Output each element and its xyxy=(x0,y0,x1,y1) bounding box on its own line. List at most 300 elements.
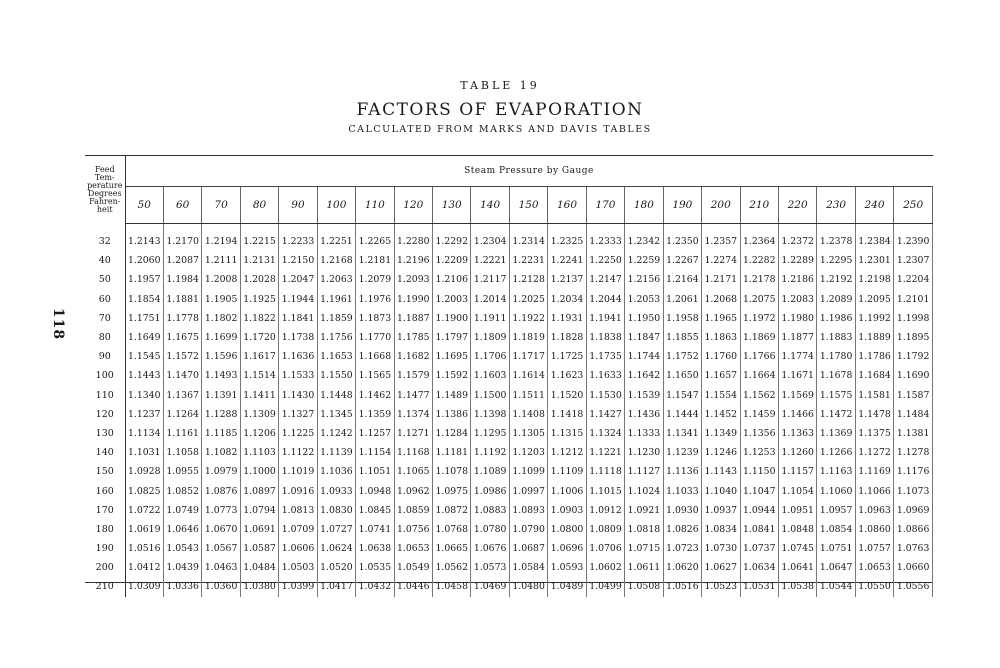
factor-cell: 1.2101 xyxy=(894,290,933,309)
factor-cell: 1.0556 xyxy=(894,577,933,596)
factor-cell: 1.1466 xyxy=(778,405,816,424)
factor-cell: 1.1699 xyxy=(202,328,240,347)
factor-cell: 1.1345 xyxy=(317,405,355,424)
factor-cell: 1.1819 xyxy=(509,328,547,347)
table-row xyxy=(85,539,933,558)
feed-temperature-cell: 200 xyxy=(85,558,125,577)
pressure-column-header: 240 xyxy=(855,187,893,224)
factor-cell: 1.2075 xyxy=(740,290,778,309)
factor-cell: 1.1751 xyxy=(125,309,163,328)
factor-cell: 1.1386 xyxy=(433,405,471,424)
factor-cell: 1.2384 xyxy=(855,224,893,252)
factor-cell: 1.1859 xyxy=(317,309,355,328)
factor-cell: 1.1650 xyxy=(663,366,701,385)
table-row xyxy=(85,309,933,328)
factor-cell: 1.2143 xyxy=(125,224,163,252)
pressure-column-header: 110 xyxy=(356,187,394,224)
feed-temperature-cell: 130 xyxy=(85,424,125,443)
factor-cell: 1.1462 xyxy=(356,386,394,405)
table-body xyxy=(85,224,933,597)
factor-cell: 1.1725 xyxy=(548,347,586,366)
pressure-column-header: 120 xyxy=(394,187,432,224)
factor-cell: 1.1309 xyxy=(240,405,278,424)
factor-cell: 1.1192 xyxy=(471,443,509,462)
factor-cell: 1.1883 xyxy=(817,328,855,347)
factor-cell: 1.1636 xyxy=(279,347,317,366)
factor-cell: 1.1774 xyxy=(778,347,816,366)
factor-cell: 1.2164 xyxy=(663,270,701,289)
factor-cell: 1.1554 xyxy=(702,386,740,405)
factor-cell: 1.1169 xyxy=(855,462,893,481)
factor-cell: 1.0944 xyxy=(740,501,778,520)
factor-cell: 1.1514 xyxy=(240,366,278,385)
factor-cell: 1.1047 xyxy=(740,481,778,500)
factor-cell: 1.0446 xyxy=(394,577,432,596)
factor-cell: 1.1398 xyxy=(471,405,509,424)
factor-cell: 1.0660 xyxy=(894,558,933,577)
page-number: 118 xyxy=(50,307,67,341)
factor-cell: 1.0854 xyxy=(817,520,855,539)
factor-cell: 1.1841 xyxy=(279,309,317,328)
factor-cell: 1.0516 xyxy=(125,539,163,558)
factor-cell: 1.1024 xyxy=(625,481,663,500)
factor-cell: 1.1855 xyxy=(663,328,701,347)
factor-cell: 1.2128 xyxy=(509,270,547,289)
table-number: TABLE 19 xyxy=(460,79,540,92)
factor-cell: 1.2250 xyxy=(586,251,624,270)
feed-temperature-cell: 190 xyxy=(85,539,125,558)
factor-cell: 1.1161 xyxy=(163,424,201,443)
factor-cell: 1.1349 xyxy=(702,424,740,443)
factor-cell: 1.1324 xyxy=(586,424,624,443)
factor-cell: 1.1127 xyxy=(625,462,663,481)
factor-cell: 1.1288 xyxy=(202,405,240,424)
factor-cell: 1.0432 xyxy=(356,577,394,596)
factor-cell: 1.0647 xyxy=(817,558,855,577)
feed-temperature-header: Feed Tem-perature Degrees Fahren-heit xyxy=(85,156,125,224)
factor-cell: 1.1579 xyxy=(394,366,432,385)
steam-pressure-group-header: Steam Pressure by Gauge xyxy=(125,156,933,187)
table-row xyxy=(85,520,933,539)
factor-cell: 1.0818 xyxy=(625,520,663,539)
table-row xyxy=(85,424,933,443)
factor-cell: 1.0928 xyxy=(125,462,163,481)
table-row xyxy=(85,347,933,366)
factor-cell: 1.1122 xyxy=(279,443,317,462)
factor-cell: 1.1185 xyxy=(202,424,240,443)
factor-cell: 1.1950 xyxy=(625,309,663,328)
factor-cell: 1.0611 xyxy=(625,558,663,577)
table-row xyxy=(85,462,933,481)
factor-cell: 1.1717 xyxy=(509,347,547,366)
factor-cell: 1.1972 xyxy=(740,309,778,328)
factor-cell: 1.2181 xyxy=(356,251,394,270)
factor-cell: 1.0567 xyxy=(202,539,240,558)
factor-cell: 1.0883 xyxy=(471,501,509,520)
factor-cell: 1.0587 xyxy=(240,539,278,558)
factor-cell: 1.2364 xyxy=(740,224,778,252)
factor-cell: 1.2060 xyxy=(125,251,163,270)
factor-cell: 1.0948 xyxy=(356,481,394,500)
pressure-column-header: 90 xyxy=(279,187,317,224)
pressure-column-header: 230 xyxy=(817,187,855,224)
table-row xyxy=(85,443,933,462)
factor-cell: 1.1869 xyxy=(740,328,778,347)
factor-cell: 1.2003 xyxy=(433,290,471,309)
factor-cell: 1.1444 xyxy=(663,405,701,424)
table-row xyxy=(85,290,933,309)
factor-cell: 1.1657 xyxy=(702,366,740,385)
factor-cell: 1.0903 xyxy=(548,501,586,520)
feed-temperature-cell: 210 xyxy=(85,577,125,596)
factor-cell: 1.1572 xyxy=(163,347,201,366)
factor-cell: 1.1678 xyxy=(817,366,855,385)
factor-cell: 1.2196 xyxy=(394,251,432,270)
pressure-column-header: 150 xyxy=(509,187,547,224)
table-row xyxy=(85,270,933,289)
factor-cell: 1.2204 xyxy=(894,270,933,289)
factor-cell: 1.1019 xyxy=(279,462,317,481)
factor-cell: 1.1562 xyxy=(740,386,778,405)
factor-cell: 1.1136 xyxy=(663,462,701,481)
factor-cell: 1.2028 xyxy=(240,270,278,289)
factor-cell: 1.0757 xyxy=(855,539,893,558)
factor-cell: 1.2292 xyxy=(433,224,471,252)
factor-cell: 1.1649 xyxy=(125,328,163,347)
factor-cell: 1.1118 xyxy=(586,462,624,481)
factor-cell: 1.0841 xyxy=(740,520,778,539)
pressure-column-header: 220 xyxy=(778,187,816,224)
factor-cell: 1.0543 xyxy=(163,539,201,558)
factor-cell: 1.2079 xyxy=(356,270,394,289)
factor-cell: 1.1822 xyxy=(240,309,278,328)
factor-cell: 1.0813 xyxy=(279,501,317,520)
factor-cell: 1.1327 xyxy=(279,405,317,424)
feed-temperature-cell: 90 xyxy=(85,347,125,366)
factor-cell: 1.2171 xyxy=(702,270,740,289)
factor-cell: 1.1408 xyxy=(509,405,547,424)
pressure-column-header: 70 xyxy=(202,187,240,224)
factor-cell: 1.2209 xyxy=(433,251,471,270)
factor-cell: 1.2194 xyxy=(202,224,240,252)
factor-cell: 1.1992 xyxy=(855,309,893,328)
factor-cell: 1.1000 xyxy=(240,462,278,481)
feed-temperature-cell: 40 xyxy=(85,251,125,270)
factor-cell: 1.0730 xyxy=(702,539,740,558)
factor-cell: 1.2198 xyxy=(855,270,893,289)
factor-cell: 1.0549 xyxy=(394,558,432,577)
factor-cell: 1.2221 xyxy=(471,251,509,270)
factor-cell: 1.2325 xyxy=(548,224,586,252)
factor-cell: 1.0516 xyxy=(663,577,701,596)
factor-cell: 1.1015 xyxy=(586,481,624,500)
factor-cell: 1.0520 xyxy=(317,558,355,577)
evaporation-factor-table xyxy=(85,156,933,597)
factor-cell: 1.1581 xyxy=(855,386,893,405)
factor-cell: 1.0469 xyxy=(471,577,509,596)
feed-temperature-cell: 70 xyxy=(85,309,125,328)
factor-cell: 1.2265 xyxy=(356,224,394,252)
factor-cell: 1.1359 xyxy=(356,405,394,424)
factor-cell: 1.0646 xyxy=(163,520,201,539)
feed-temperature-cell: 180 xyxy=(85,520,125,539)
factor-cell: 1.1459 xyxy=(740,405,778,424)
factor-cell: 1.1922 xyxy=(509,309,547,328)
factor-cell: 1.1051 xyxy=(356,462,394,481)
factor-cell: 1.1539 xyxy=(625,386,663,405)
factor-cell: 1.2186 xyxy=(778,270,816,289)
factor-cell: 1.1448 xyxy=(317,386,355,405)
factor-cell: 1.1925 xyxy=(240,290,278,309)
factor-cell: 1.0780 xyxy=(471,520,509,539)
factor-cell: 1.1134 xyxy=(125,424,163,443)
table-row xyxy=(85,577,933,596)
factor-cell: 1.1109 xyxy=(548,462,586,481)
factor-cell: 1.1958 xyxy=(663,309,701,328)
factor-cell: 1.0550 xyxy=(855,577,893,596)
factor-cell: 1.0458 xyxy=(433,577,471,596)
factor-cell: 1.0439 xyxy=(163,558,201,577)
factor-cell: 1.0921 xyxy=(625,501,663,520)
factor-cell: 1.2280 xyxy=(394,224,432,252)
factor-cell: 1.0665 xyxy=(433,539,471,558)
feed-temperature-cell: 170 xyxy=(85,501,125,520)
factor-cell: 1.1847 xyxy=(625,328,663,347)
factor-cell: 1.1266 xyxy=(817,443,855,462)
feed-temperature-cell: 100 xyxy=(85,366,125,385)
factor-cell: 1.0709 xyxy=(279,520,317,539)
factor-cell: 1.2044 xyxy=(586,290,624,309)
factor-cell: 1.1887 xyxy=(394,309,432,328)
factor-cell: 1.1575 xyxy=(817,386,855,405)
pressure-column-header: 160 xyxy=(548,187,586,224)
factor-cell: 1.0489 xyxy=(548,577,586,596)
factor-cell: 1.0741 xyxy=(356,520,394,539)
factor-cell: 1.0937 xyxy=(702,501,740,520)
factor-cell: 1.1237 xyxy=(125,405,163,424)
factor-cell: 1.1058 xyxy=(163,443,201,462)
factor-cell: 1.1284 xyxy=(433,424,471,443)
factor-cell: 1.1957 xyxy=(125,270,163,289)
evaporation-factor-table-container xyxy=(85,155,933,593)
factor-cell: 1.1036 xyxy=(317,462,355,481)
factor-cell: 1.1792 xyxy=(894,347,933,366)
factor-cell: 1.1040 xyxy=(702,481,740,500)
factor-cell: 1.2231 xyxy=(509,251,547,270)
factor-cell: 1.0963 xyxy=(855,501,893,520)
feed-temperature-cell: 50 xyxy=(85,270,125,289)
factor-cell: 1.2025 xyxy=(509,290,547,309)
table-row xyxy=(85,224,933,252)
factor-cell: 1.1905 xyxy=(202,290,240,309)
factor-cell: 1.0872 xyxy=(433,501,471,520)
factor-cell: 1.1980 xyxy=(778,309,816,328)
factor-cell: 1.1533 xyxy=(279,366,317,385)
factor-cell: 1.1260 xyxy=(778,443,816,462)
factor-cell: 1.2083 xyxy=(778,290,816,309)
factor-cell: 1.1333 xyxy=(625,424,663,443)
factor-cell: 1.1998 xyxy=(894,309,933,328)
factor-cell: 1.0834 xyxy=(702,520,740,539)
factor-cell: 1.1965 xyxy=(702,309,740,328)
factor-cell: 1.2117 xyxy=(471,270,509,289)
pressure-column-header: 130 xyxy=(433,187,471,224)
factor-cell: 1.0969 xyxy=(894,501,933,520)
factor-cell: 1.1493 xyxy=(202,366,240,385)
factor-cell: 1.0641 xyxy=(778,558,816,577)
factor-cell: 1.0463 xyxy=(202,558,240,577)
factor-cell: 1.1809 xyxy=(471,328,509,347)
factor-cell: 1.0933 xyxy=(317,481,355,500)
factor-cell: 1.2061 xyxy=(663,290,701,309)
factor-cell: 1.2333 xyxy=(586,224,624,252)
factor-cell: 1.1391 xyxy=(202,386,240,405)
factor-cell: 1.2047 xyxy=(279,270,317,289)
pressure-column-header: 60 xyxy=(163,187,201,224)
factor-cell: 1.1642 xyxy=(625,366,663,385)
table-subtitle: CALCULATED FROM MARKS AND DAVIS TABLES xyxy=(348,124,652,135)
factor-cell: 1.1603 xyxy=(471,366,509,385)
factor-cell: 1.2095 xyxy=(855,290,893,309)
factor-cell: 1.1443 xyxy=(125,366,163,385)
factor-cell: 1.2111 xyxy=(202,251,240,270)
factor-cell: 1.2014 xyxy=(471,290,509,309)
factor-cell: 1.0602 xyxy=(586,558,624,577)
factor-cell: 1.2215 xyxy=(240,224,278,252)
factor-cell: 1.2378 xyxy=(817,224,855,252)
factor-cell: 1.2350 xyxy=(663,224,701,252)
factor-cell: 1.1257 xyxy=(356,424,394,443)
factor-cell: 1.0638 xyxy=(356,539,394,558)
factor-cell: 1.1033 xyxy=(663,481,701,500)
factor-cell: 1.2307 xyxy=(894,251,933,270)
factor-cell: 1.1511 xyxy=(509,386,547,405)
factor-cell: 1.1565 xyxy=(356,366,394,385)
factor-cell: 1.0484 xyxy=(240,558,278,577)
pressure-column-header: 80 xyxy=(240,187,278,224)
factor-cell: 1.1374 xyxy=(394,405,432,424)
factor-cell: 1.1206 xyxy=(240,424,278,443)
factor-cell: 1.0866 xyxy=(894,520,933,539)
table-row xyxy=(85,366,933,385)
factor-cell: 1.1031 xyxy=(125,443,163,462)
factor-cell: 1.1911 xyxy=(471,309,509,328)
factor-cell: 1.1653 xyxy=(317,347,355,366)
factor-cell: 1.2147 xyxy=(586,270,624,289)
factor-cell: 1.1990 xyxy=(394,290,432,309)
factor-cell: 1.2034 xyxy=(548,290,586,309)
factor-cell: 1.2063 xyxy=(317,270,355,289)
table-title: FACTORS OF EVAPORATION xyxy=(356,100,644,120)
factor-cell: 1.1756 xyxy=(317,328,355,347)
factor-cell: 1.1873 xyxy=(356,309,394,328)
factor-cell: 1.1054 xyxy=(778,481,816,500)
factor-cell: 1.1889 xyxy=(855,328,893,347)
factor-cell: 1.1264 xyxy=(163,405,201,424)
factor-cell: 1.2390 xyxy=(894,224,933,252)
factor-cell: 1.0309 xyxy=(125,577,163,596)
factor-cell: 1.1472 xyxy=(817,405,855,424)
factor-cell: 1.1154 xyxy=(356,443,394,462)
factor-cell: 1.1838 xyxy=(586,328,624,347)
factor-cell: 1.1436 xyxy=(625,405,663,424)
factor-cell: 1.1066 xyxy=(855,481,893,500)
factor-cell: 1.1520 xyxy=(548,386,586,405)
factor-cell: 1.1617 xyxy=(240,347,278,366)
factor-cell: 1.1139 xyxy=(317,443,355,462)
factor-cell: 1.0893 xyxy=(509,501,547,520)
factor-cell: 1.2093 xyxy=(394,270,432,289)
factor-cell: 1.0723 xyxy=(663,539,701,558)
factor-cell: 1.2274 xyxy=(702,251,740,270)
pressure-column-header: 200 xyxy=(702,187,740,224)
factor-cell: 1.1340 xyxy=(125,386,163,405)
factor-cell: 1.0417 xyxy=(317,577,355,596)
pressure-column-header: 100 xyxy=(317,187,355,224)
factor-cell: 1.0897 xyxy=(240,481,278,500)
factor-cell: 1.1356 xyxy=(740,424,778,443)
factor-cell: 1.1877 xyxy=(778,328,816,347)
factor-cell: 1.1246 xyxy=(702,443,740,462)
factor-cell: 1.1427 xyxy=(586,405,624,424)
factor-cell: 1.1315 xyxy=(548,424,586,443)
factor-cell: 1.1411 xyxy=(240,386,278,405)
factor-cell: 1.1766 xyxy=(740,347,778,366)
factor-cell: 1.1500 xyxy=(471,386,509,405)
factor-cell: 1.1168 xyxy=(394,443,432,462)
factor-cell: 1.1367 xyxy=(163,386,201,405)
factor-cell: 1.1931 xyxy=(548,309,586,328)
factor-cell: 1.1592 xyxy=(433,366,471,385)
factor-cell: 1.0624 xyxy=(317,539,355,558)
factor-cell: 1.2192 xyxy=(817,270,855,289)
pressure-column-header: 190 xyxy=(663,187,701,224)
factor-cell: 1.0562 xyxy=(433,558,471,577)
factor-cell: 1.0634 xyxy=(740,558,778,577)
factor-cell: 1.1984 xyxy=(163,270,201,289)
factor-cell: 1.1060 xyxy=(817,481,855,500)
factor-cell: 1.1547 xyxy=(663,386,701,405)
factor-cell: 1.1623 xyxy=(548,366,586,385)
factor-cell: 1.1596 xyxy=(202,347,240,366)
factor-cell: 1.0763 xyxy=(894,539,933,558)
factor-cell: 1.2301 xyxy=(855,251,893,270)
factor-cell: 1.1305 xyxy=(509,424,547,443)
table-row xyxy=(85,251,933,270)
factor-cell: 1.0573 xyxy=(471,558,509,577)
factor-cell: 1.0523 xyxy=(702,577,740,596)
pressure-column-header: 210 xyxy=(740,187,778,224)
factor-cell: 1.0606 xyxy=(279,539,317,558)
factor-cell: 1.0826 xyxy=(663,520,701,539)
factor-cell: 1.0380 xyxy=(240,577,278,596)
factor-cell: 1.0962 xyxy=(394,481,432,500)
factor-cell: 1.1854 xyxy=(125,290,163,309)
feed-temperature-cell: 32 xyxy=(85,224,125,252)
factor-cell: 1.0860 xyxy=(855,520,893,539)
factor-cell: 1.1176 xyxy=(894,462,933,481)
factor-cell: 1.2106 xyxy=(433,270,471,289)
factor-cell: 1.2008 xyxy=(202,270,240,289)
factor-cell: 1.1828 xyxy=(548,328,586,347)
factor-cell: 1.1785 xyxy=(394,328,432,347)
factor-cell: 1.1363 xyxy=(778,424,816,443)
factor-cell: 1.0593 xyxy=(548,558,586,577)
factor-cell: 1.0773 xyxy=(202,501,240,520)
factor-cell: 1.0768 xyxy=(433,520,471,539)
factor-cell: 1.1614 xyxy=(509,366,547,385)
factor-cell: 1.0544 xyxy=(817,577,855,596)
